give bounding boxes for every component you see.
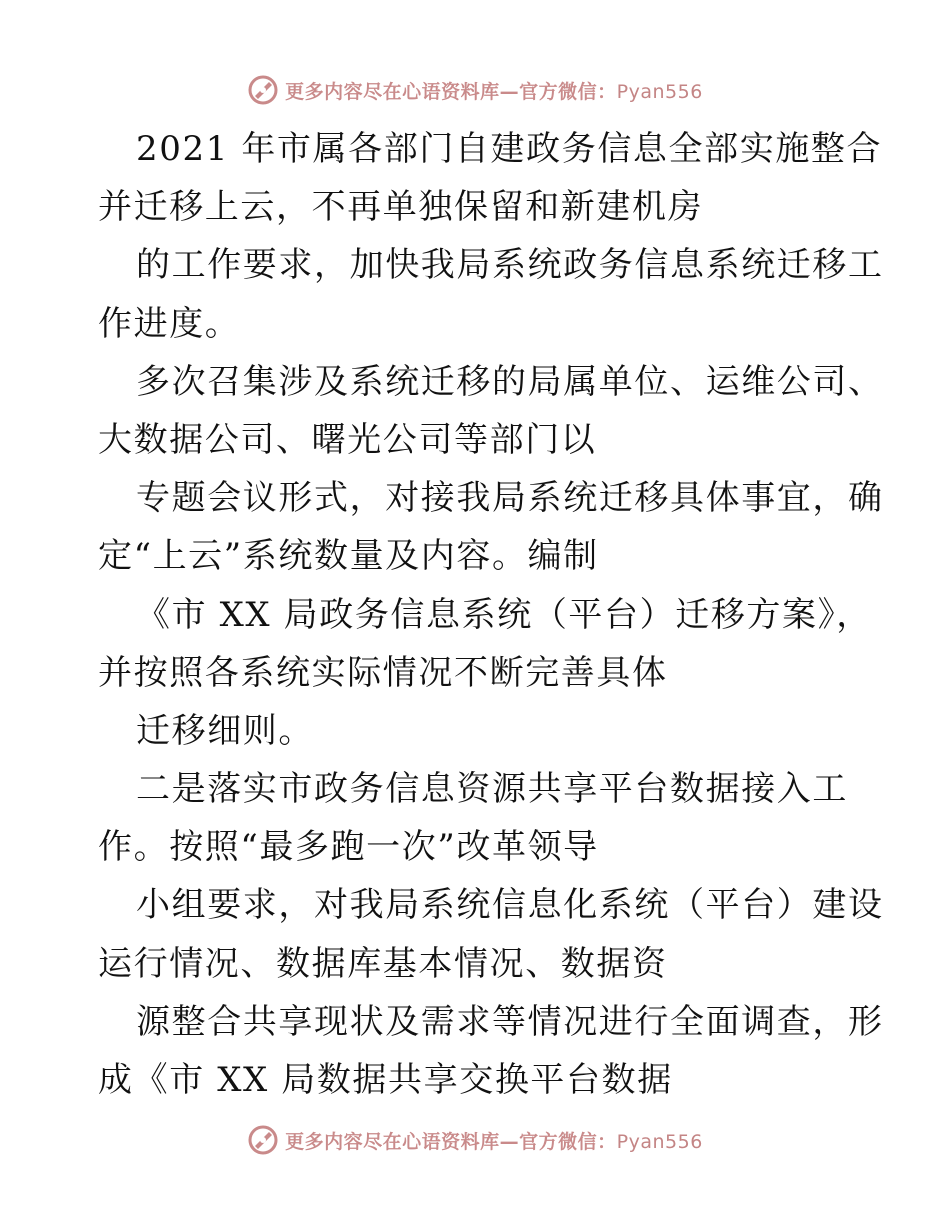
watermark-label: 更多内容尽在心语资料库—官方微信：: [285, 1130, 617, 1153]
seal-logo-icon: [247, 74, 279, 106]
paragraph-line: 小组要求，对我局系统信息化系统（平台）建设: [136, 885, 884, 926]
paragraph-line: 迁移细则。: [136, 710, 314, 751]
paragraph-line: 的工作要求，加快我局系统政务信息系统迁移工: [136, 245, 884, 286]
watermark-text: [285, 77, 703, 104]
paragraph-line: 运行情况、数据库基本情况、数据资: [98, 943, 668, 984]
watermark-handle: Pyan556: [616, 1130, 703, 1153]
paragraph-line: 并迁移上云，不再单独保留和新建机房: [98, 187, 704, 228]
paragraph-line: 多次召集涉及系统迁移的局属单位、运维公司、: [136, 361, 884, 402]
paragraph-line: 并按照各系统实际情况不断完善具体: [98, 652, 668, 693]
paragraph-line: 二是落实市政务信息资源共享平台数据接入工: [136, 769, 848, 810]
header-watermark: [0, 70, 950, 110]
paragraph-line: 2021 年市属各部门自建政务信息全部实施整合: [136, 129, 883, 169]
watermark-label: 更多内容尽在心语资料库—官方微信：: [285, 80, 617, 103]
paragraph-line: 专题会议形式，对接我局系统迁移具体事宜，确: [136, 478, 884, 519]
footer-watermark: [0, 1120, 950, 1160]
seal-logo-icon: [247, 1124, 279, 1156]
paragraph-line: 《市 XX 局政务信息系统（平台）迁移方案》，: [136, 594, 872, 635]
paragraph-line: 大数据公司、曙光公司等部门以: [98, 419, 597, 460]
watermark-handle: Pyan556: [616, 80, 703, 103]
paragraph-line: 定“上云”系统数量及内容。编制: [98, 536, 599, 577]
document-body: [98, 120, 884, 1109]
paragraph-line: 成《市 XX 局数据共享交换平台数据: [98, 1060, 673, 1100]
paragraph-line: 源整合共享现状及需求等情况进行全面调查，形: [136, 1001, 884, 1042]
watermark-text: [285, 1127, 703, 1154]
paragraph-line: 作进度。: [98, 303, 241, 344]
paragraph-line: 作。按照“最多跑一次”改革领导: [98, 827, 599, 868]
